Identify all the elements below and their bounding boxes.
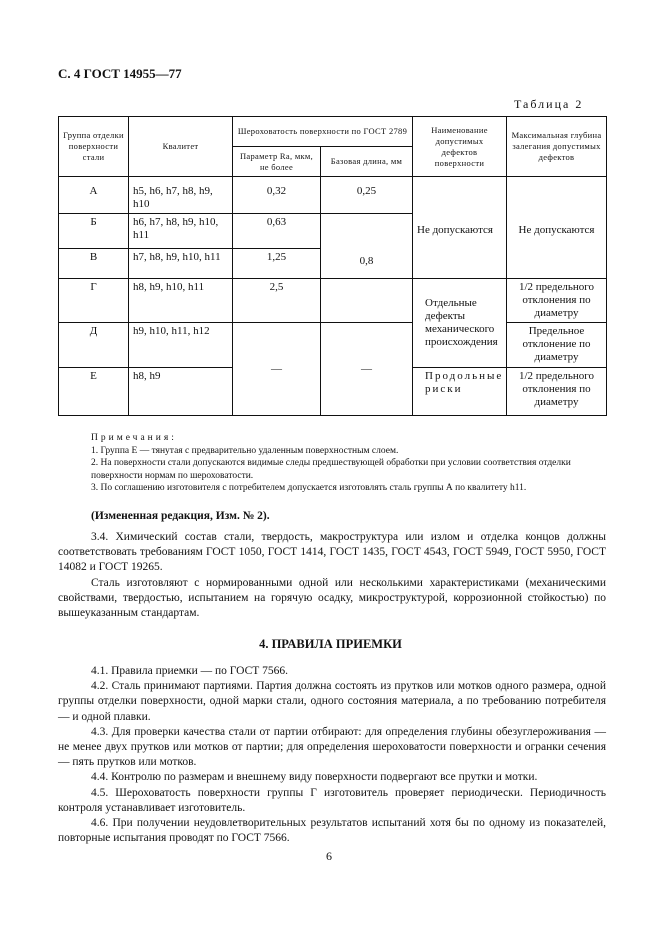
- cell-qualitet: h9, h10, h11, h12: [129, 323, 233, 368]
- cell-length: 0,25: [321, 177, 413, 214]
- paragraph-4-2: 4.2. Сталь принимают партиями. Партия должна состоять из прутков или мотков одного размера, одной группы отделки поверхности, одной марки стали, одного состояния материала, а по требованию потребителя — и одной плавки.: [58, 680, 606, 723]
- cell-group: Е: [59, 368, 129, 416]
- amendment-note: (Измененная редакция, Изм. № 2).: [91, 510, 270, 522]
- cell-group: Д: [59, 323, 129, 368]
- cell-defects: Не допускаются: [413, 177, 507, 279]
- cell-depth: 1/2 предельного отклонения по диаметру: [507, 368, 607, 416]
- cell-defects: Отдельные дефекты механического происхождения: [413, 279, 507, 368]
- cell-length: 0,8: [321, 214, 413, 279]
- cell-qualitet: h5, h6, h7, h8, h9, h10: [129, 177, 233, 214]
- table-row: [59, 177, 607, 214]
- page-header: С. 4 ГОСТ 14955—77: [58, 66, 182, 81]
- paragraph-4-4: 4.4. Контролю по размерам и внешнему виду поверхности подвергают все прутки и мотки.: [91, 771, 538, 784]
- table-notes: [91, 432, 611, 495]
- header-defects: Наименование допустимых дефектов поверхности: [413, 117, 507, 177]
- cell-depth: Предельное отклонение по диаметру: [507, 323, 607, 368]
- cell-depth: Не допускаются: [507, 177, 607, 279]
- note-3: 3. По соглашению изготовителя с потребителем допускается изготовлять сталь группы А по квалитету h11.: [91, 483, 527, 493]
- cell-qualitet: h8, h9, h10, h11: [129, 279, 233, 323]
- table-label: Таблица 2: [514, 97, 584, 111]
- cell-group: Г: [59, 279, 129, 323]
- header-qualitet: Квалитет: [129, 117, 233, 177]
- notes-title: Примечания:: [91, 433, 177, 443]
- cell-qualitet: h6, h7, h8, h9, h10, h11: [129, 214, 233, 249]
- cell-length-dash: —: [321, 323, 413, 416]
- section-3-text: [58, 530, 606, 621]
- paragraph-3-4b: Сталь изготовляют с нормированными одной или несколькими характеристиками (механическими свойствами, твердостью, испытанием на горячую осадку, микроструктурой, коррозионной стойкостью) по вышеуказанным стандартам.: [58, 576, 606, 620]
- section-4-text: [58, 664, 606, 846]
- header-group: Группа отделки поверхности стали: [59, 117, 129, 177]
- note-1: 1. Группа Е — тянутая с предварительно удаленным поверхностным слоем.: [91, 445, 399, 456]
- cell-qualitet: h7, h8, h9, h10, h11: [129, 249, 233, 279]
- cell-qualitet: h8, h9: [129, 368, 233, 416]
- surface-finish-table: [58, 116, 607, 416]
- note-2: 2. На поверхности стали допускаются видимые следы предшествующей обработки при условии соответствия отделки поверхности нормам по шероховатости.: [91, 458, 571, 481]
- header-length: Базовая длина, мм: [321, 147, 413, 177]
- cell-depth: 1/2 предельного отклонения по диаметру: [507, 279, 607, 323]
- cell-group: А: [59, 177, 129, 214]
- paragraph-4-3: 4.3. Для проверки качества стали от партии отбирают: для определения глубины обезуглероживания — не менее двух прутков или мотков от партии; для определения шероховатости поверхности и огранки сечения — пять прутков или мотков.: [58, 725, 606, 769]
- header-depth: Максимальная глубина залегания допустимых дефектов: [507, 117, 607, 177]
- cell-group: В: [59, 249, 129, 279]
- table-row: [59, 323, 607, 368]
- section-title: 4. ПРАВИЛА ПРИЕМКИ: [259, 637, 402, 651]
- cell-ra: 1,25: [233, 249, 321, 279]
- cell-ra-dash: —: [233, 323, 321, 416]
- header-roughness: Шероховатость поверхности по ГОСТ 2789: [233, 117, 413, 147]
- cell-group: Б: [59, 214, 129, 249]
- cell-ra: 2,5: [233, 279, 321, 323]
- header-ra: Параметр Ra, мкм, не более: [233, 147, 321, 177]
- cell-ra: 0,32: [233, 177, 321, 214]
- paragraph-4-5: 4.5. Шероховатость поверхности группы Г изготовитель проверяет периодически. Периодичность контроля устанавливает изготовитель.: [58, 786, 606, 814]
- paragraph-3-4: 3.4. Химический состав стали, твердость, макроструктура или излом и отделка концов должны соответствовать требованиям ГОСТ 1050, ГОСТ 1414, ГОСТ 1435, ГОСТ 4543, ГОСТ 5949, ГОСТ 5950, ГОСТ 14082 и ГОСТ 19265.: [58, 531, 606, 574]
- paragraph-4-6: 4.6. При получении неудовлетворительных результатов испытаний хотя бы по одному из показателей, повторные испытания проводят по ГОСТ 7566.: [58, 817, 606, 845]
- page-number: 6: [326, 849, 332, 863]
- paragraph-4-1: 4.1. Правила приемки — по ГОСТ 7566.: [91, 665, 289, 677]
- cell-ra: 0,63: [233, 214, 321, 249]
- table-row: [59, 279, 607, 323]
- cell-defects: Продольные риски: [413, 368, 507, 416]
